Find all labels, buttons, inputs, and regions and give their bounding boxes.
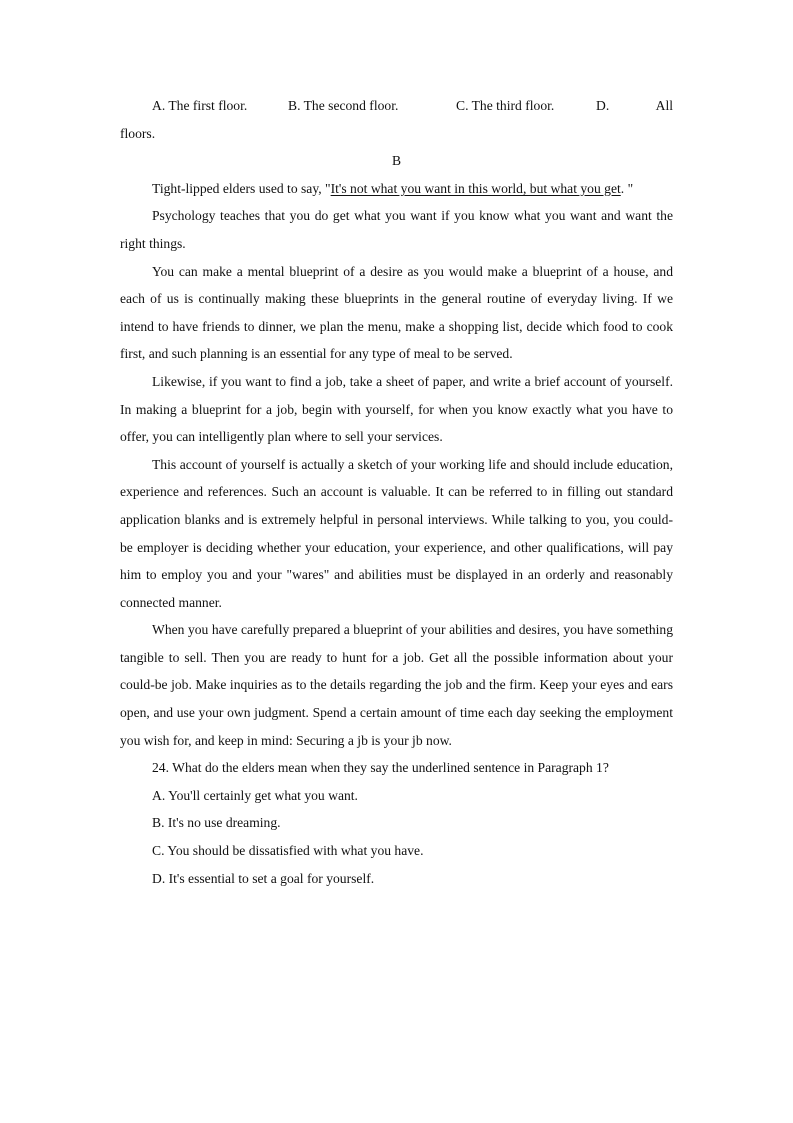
question-24-option-b: B. It's no use dreaming. [152,815,281,831]
paragraph-2: Psychology teaches that you do get what you want if you know what you want and want the right things. [120,208,673,251]
paragraph-4: Likewise, if you want to find a job, take a sheet of paper, and write a brief account of yourself. In making a blueprint for a job, begin with yourself, for when you know exactly what you have to offer, you can intelligently plan where to sell your services. [120,373,673,445]
section-letter: B [391,153,402,169]
q23-option-b: B. The second floor. [288,98,399,113]
paragraph-1-tail: . " [620,180,634,196]
question-24-option-a: A. You'll certainly get what you want. [152,787,358,803]
q23-option-d-text-part2: floors. [120,125,156,141]
paragraph-3: You can make a mental blueprint of a desire as you would make a blueprint of a house, and each of us is continually making these blueprints in the general routine of everyday living. If we intend to have friends to dinner, we plan the menu, make a shopping list, decide which food to cook first, and such planning is an essential for any type of meal to be served. [120,263,673,362]
paragraph-6: When you have carefully prepared a blueprint of your abilities and desires, you have something tangible to sell. Then you are ready to hunt for a job. Get all the possible information about your could-be job. Make inquiries as to the details regarding the job and the firm. Keep your eyes and ears open, and use your own judgment. Spend a certain amount of time each day seeking the employment you wish for, and keep in mind: Securing a jb is your jb now. [120,622,673,748]
question-24-stem: 24. What do the elders mean when they say the underlined sentence in Paragraph 1? [152,760,609,776]
q23-options-row [120,92,673,120]
q23-option-d-label: D. [596,98,610,113]
q23-option-d-text-part1: All [655,98,673,113]
underlined-sentence: It's not what you want in this world, but what you get [330,180,621,196]
document-page [120,92,673,892]
paragraph-1-lead: Tight-lipped elders used to say, " [152,180,331,196]
q23-option-a: A. The first floor. [152,98,248,113]
question-24-option-d: D. It's essential to set a goal for yourself. [152,870,375,886]
paragraph-5: This account of yourself is actually a sketch of your working life and should include education, experience and references. Such an account is valuable. It can be referred to in filling out standard application blanks and is extremely helpful in personal interviews. While talking to you, you could-be employer is deciding whether your education, your experience, and other qualifications, will pay him to employ you and your "wares" and abilities must be displayed in an orderly and reasonably connected manner. [120,456,673,610]
q23-option-c: C. The third floor. [456,98,555,113]
paragraph-1 [120,175,673,203]
question-24-option-c: C. You should be dissatisfied with what you have. [152,843,424,859]
